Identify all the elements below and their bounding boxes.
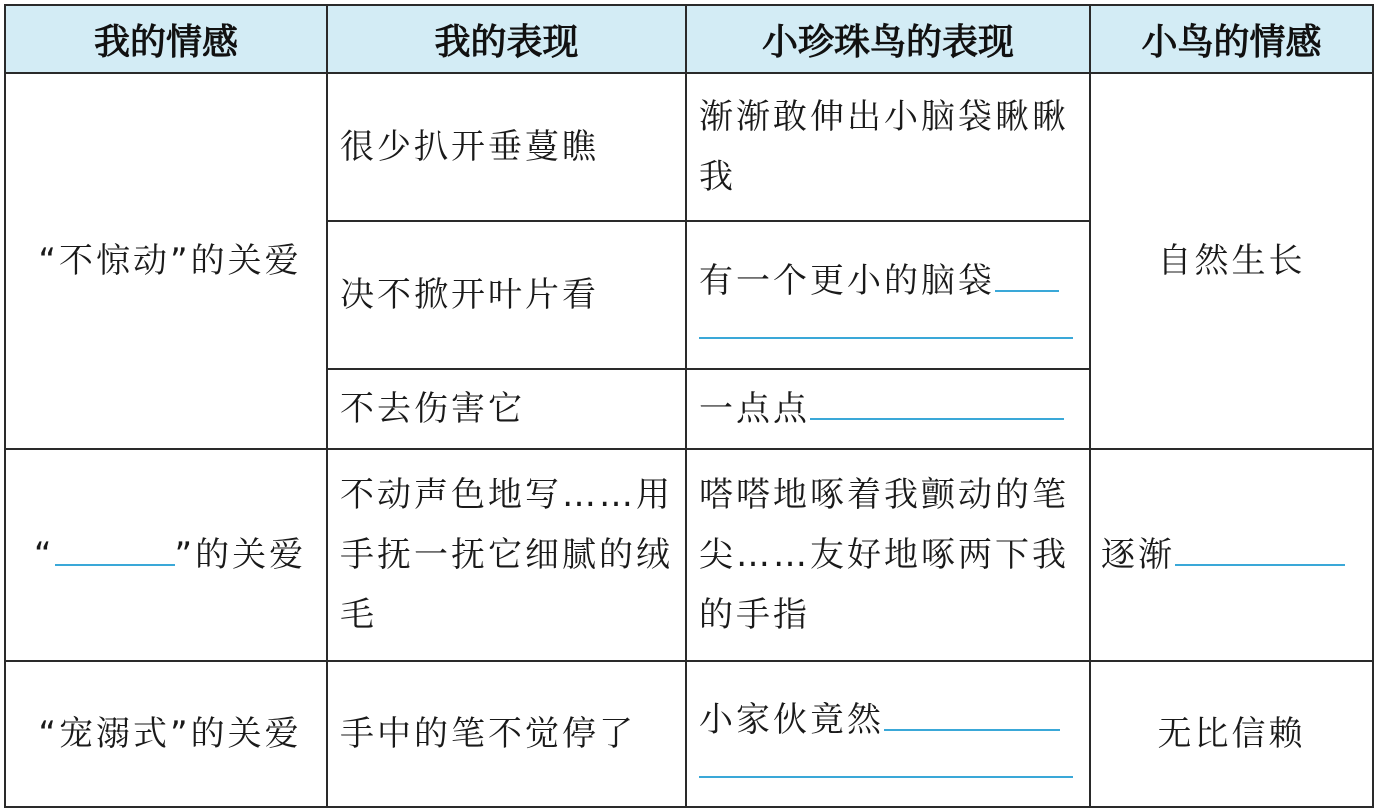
group1-bird-emotion: 自然生长 — [1090, 73, 1373, 449]
group3-mine: 手中的笔不觉停了 — [327, 661, 686, 807]
header-bird-emotion: 小鸟的情感 — [1090, 5, 1373, 73]
answer-blank-line[interactable] — [699, 750, 1073, 778]
group1-bird-3-cell — [686, 369, 1090, 449]
table-row — [5, 661, 1373, 807]
answer-blank[interactable] — [810, 388, 1064, 420]
group2-bird-emotion: 逐渐 — [1101, 535, 1175, 575]
group1-mine-1: 很少扒开垂蔓瞧 — [327, 73, 686, 221]
group3-emotion: “宠溺式”的关爱 — [5, 661, 327, 807]
group1-bird-2: 有一个更小的脑袋 — [699, 261, 995, 301]
group3-bird-cell — [686, 661, 1090, 807]
group1-mine-3: 不去伤害它 — [327, 369, 686, 449]
answer-blank[interactable] — [995, 260, 1059, 292]
group1-bird-3: 一点点 — [699, 389, 810, 429]
group2-bird-emotion-cell — [1090, 449, 1373, 661]
answer-blank[interactable] — [884, 699, 1060, 731]
table-row — [5, 449, 1373, 661]
group1-mine-2: 决不掀开叶片看 — [327, 221, 686, 369]
header-my-behavior: 我的表现 — [327, 5, 686, 73]
group3-bird-emotion: 无比信赖 — [1090, 661, 1373, 807]
group2-mine: 不动声色地写……用手抚一抚它细腻的绒毛 — [327, 449, 686, 661]
table-row — [5, 73, 1373, 221]
answer-blank-line[interactable] — [699, 311, 1073, 339]
group2-emotion-open: “ — [33, 535, 55, 575]
answer-blank[interactable] — [1175, 534, 1345, 566]
group1-bird-2-cell — [686, 221, 1090, 369]
group2-bird: 嗒嗒地啄着我颤动的笔尖……友好地啄两下我的手指 — [686, 449, 1090, 661]
emotion-table — [4, 4, 1374, 808]
group2-emotion-cell — [5, 449, 327, 661]
group2-emotion-close: ”的关爱 — [174, 535, 307, 575]
header-row — [5, 5, 1373, 73]
group1-bird-1: 渐渐敢伸出小脑袋瞅瞅我 — [686, 73, 1090, 221]
group3-bird: 小家伙竟然 — [699, 700, 884, 740]
answer-blank[interactable] — [55, 534, 175, 566]
group1-emotion: “不惊动”的关爱 — [5, 73, 327, 449]
header-bird-behavior: 小珍珠鸟的表现 — [686, 5, 1090, 73]
header-my-emotion: 我的情感 — [5, 5, 327, 73]
